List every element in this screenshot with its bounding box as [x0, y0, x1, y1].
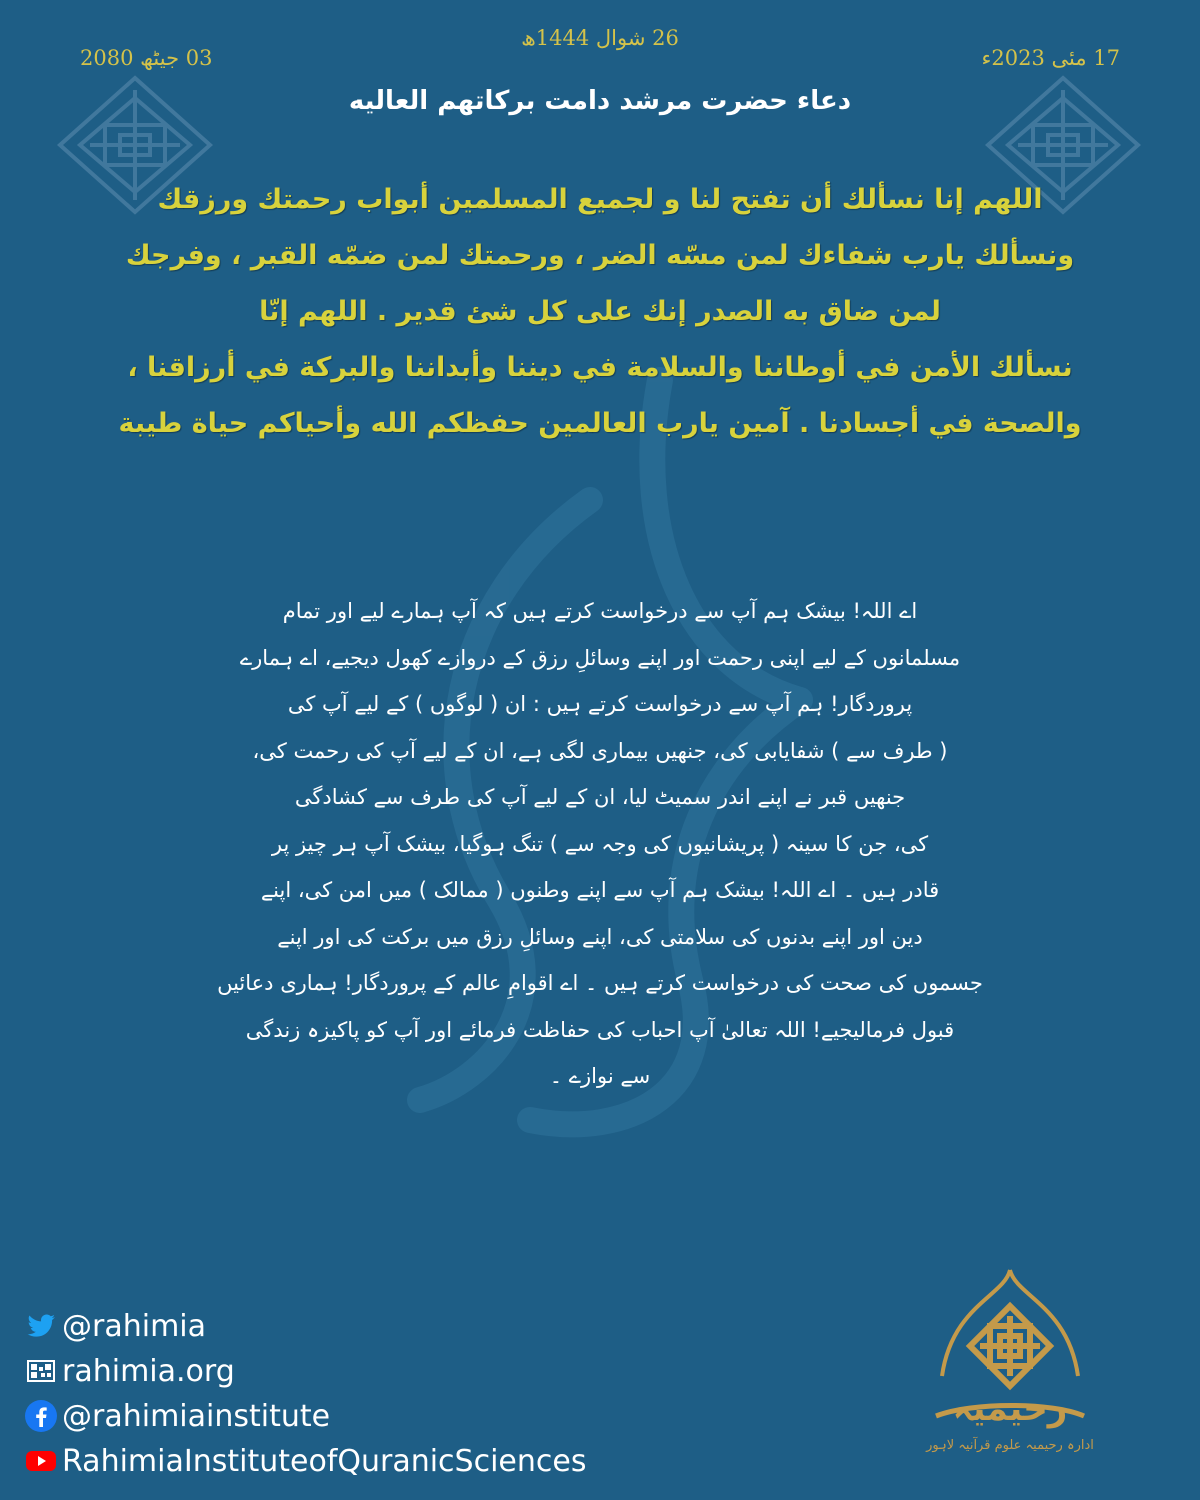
logo-subtitle: ادارہ رحیمیہ علوم قرآنیہ لاہور: [926, 1438, 1094, 1453]
rahimia-logo: [912, 1266, 1108, 1472]
youtube-link[interactable]: [24, 1439, 586, 1483]
urdu-line: پروردگار! ہم آپ سے درخواست کرتے ہیں : ان ( لوگوں ) کے لیے آپ کی: [287, 692, 913, 716]
gregorian-date: 17 مئی 2023ء: [981, 46, 1120, 70]
twitter-handle: @rahimia: [62, 1308, 207, 1344]
arabic-line: لمن ضاق به الصدر إنك على كل شئ قدير . اللهم إنّا: [259, 296, 941, 327]
facebook-handle: @rahimiainstitute: [62, 1398, 331, 1434]
urdu-line: مسلمانوں کے لیے اپنی رحمت اور اپنے وسائلِ رزق کے دروازے کھول دیجیے، اے ہمارے: [239, 645, 961, 670]
arabic-line: اللهم إنا نسألك أن تفتح لنا و لجميع المسلمين أبواب رحمتك ورزقك: [157, 184, 1043, 215]
website-url: rahimia.org: [62, 1353, 235, 1389]
twitter-link[interactable]: [24, 1304, 586, 1348]
qr-code-icon: [24, 1354, 58, 1388]
youtube-icon: [24, 1444, 58, 1478]
youtube-channel: RahimiaInstituteofQuranicSciences: [62, 1443, 587, 1479]
urdu-translation: [150, 588, 1050, 1100]
arabic-line: ونسألك يارب شفاءك لمن مسّه الضر ، ورحمتك لمن ضمّه القبر ، وفرجك: [125, 240, 1075, 271]
twitter-icon: [24, 1309, 58, 1343]
website-link[interactable]: [24, 1349, 586, 1393]
urdu-line: دین اور اپنے بدنوں کی سلامتی کی، اپنے وسائلِ رزق میں برکت کی اور اپنے: [277, 924, 923, 949]
urdu-line: سے نوازے ۔: [549, 1064, 651, 1088]
arabic-line: والصحة في أجسادنا . آمين يارب العالمين حفظكم الله وأحياكم حياة طيبة: [118, 408, 1082, 439]
urdu-line: کی، جن کا سینہ ( پریشانیوں کی وجہ سے ) تنگ ہوگیا، بیشک آپ ہر چیز پر: [271, 831, 929, 856]
hijri-date: 26 شوال 1444ھ: [521, 26, 679, 50]
urdu-line: جنھیں قبر نے اپنے اندر سمیٹ لیا، ان کے لیے آپ کی طرف سے کشادگی: [294, 785, 906, 809]
facebook-link[interactable]: [24, 1394, 586, 1438]
urdu-line: ( طرف سے ) شفایابی کی، جنھیں بیماری لگی ہے، ان کے لیے آپ کی رحمت کی،: [252, 738, 948, 763]
facebook-icon: [24, 1399, 58, 1433]
logo-name: رحیمیہ: [952, 1389, 1068, 1429]
page-title: دعاء حضرت مرشد دامت برکاتهم العالیه: [348, 86, 852, 116]
urdu-line: اے اللہ! بیشک ہم آپ سے درخواست کرتے ہیں کہ آپ ہمارے لیے اور تمام: [282, 599, 918, 623]
bikrami-date: 03 جیٹھ 2080: [80, 46, 213, 70]
arabic-line: نسألك الأمن في أوطاننا والسلامة في ديننا وأبداننا والبركة في أرزاقنا ،: [127, 352, 1073, 383]
social-links: [24, 1304, 586, 1484]
urdu-line: قادر ہیں ۔ اے اللہ! بیشک ہم آپ سے اپنے وطنوں ( ممالک ) میں امن کی، اپنے: [260, 878, 940, 902]
arabic-prayer: [70, 172, 1130, 452]
urdu-line: جسموں کی صحت کی درخواست کرتے ہیں ۔ اے اقوامِ عالم کے پروردگار! ہماری دعائیں: [217, 971, 983, 995]
urdu-line: قبول فرمالیجیے! اللہ تعالیٰ آپ احباب کی حفاظت فرمائے اور آپ کو پاکیزہ زندگی: [245, 1017, 955, 1042]
